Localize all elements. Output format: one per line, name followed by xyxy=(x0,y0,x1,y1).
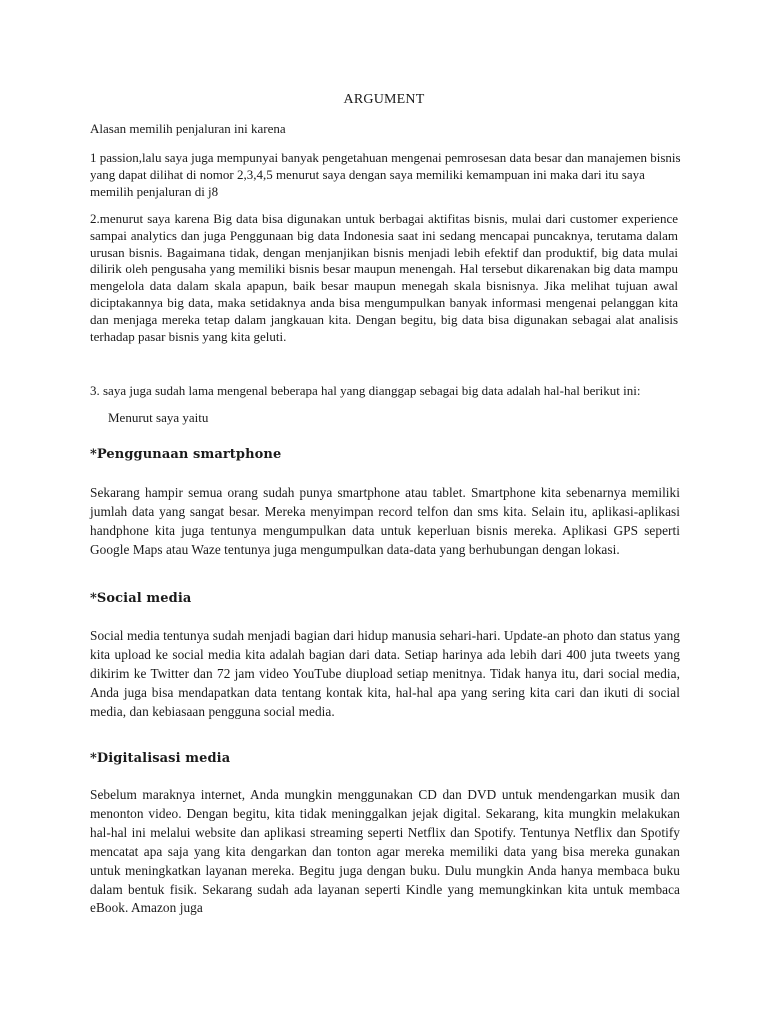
menurut-line: Menurut saya yaitu xyxy=(108,410,209,425)
point-3-paragraph: 3. saya juga sudah lama mengenal beberapa hal yang dianggap sebagai big data adalah hal-hal berikut ini: xyxy=(90,383,641,398)
intro-paragraph: Alasan memilih penjaluran ini karena xyxy=(90,121,286,136)
section-body-digitalisasi-media: Sebelum maraknya internet, Anda mungkin menggunakan CD dan DVD untuk mendengarkan musik dan menonton video. Dengan begitu, kita tidak meninggalkan jejak digital. Sekarang, kita mungkin melakukan hal-hal ini melalui website dan aplikasi streaming seperti Netflix dan Spotify. Tentunya Netflix dan Spotify mencatat apa saja yang kita dengarkan dan tonton agar mereka memiliki data yang bisa mereka gunakan untuk meningkatkan layanan mereka. Begitu juga dengan buku. Dulu mungkin Anda hanya membaca buku dalam bentuk fisik. Sekarang sudah ada layanan seperti Kindle yang memungkinkan kita untuk membaca eBook. Amazon juga xyxy=(90,787,680,916)
section-heading-digitalisasi-media: *Digitalisasi media xyxy=(90,751,231,766)
section-body-smartphone: Sekarang hampir semua orang sudah punya smartphone atau tablet. Smartphone kita sebenarnya memiliki jumlah data yang sangat besar. Mereka menyimpan record telfon dan sms kita. Selain itu, aplikasi-aplikasi handphone kita juga tentunya mengumpulkan data untuk keperluan bisnis mereka. Aplikasi GPS seperti Google Maps atau Waze tentunya juga mengumpulkan data-data yang berhubungan dengan lokasi. xyxy=(90,485,680,557)
section-heading-smartphone: *Penggunaan smartphone xyxy=(90,447,282,462)
point-1-paragraph: 1 passion,lalu saya juga mempunyai banyak pengetahuan mengenai pemrosesan data besar dan manajemen bisnis yang dapat dilihat di nomor 2,3,4,5 menurut saya dengan saya memiliki kemampuan ini maka dari itu saya memilih penjaluran di j8 xyxy=(90,150,681,199)
section-heading-social-media: *Social media xyxy=(90,591,192,606)
point-2-paragraph: 2.menurut saya karena Big data bisa digunakan untuk berbagai aktifitas bisnis, mulai dari customer experience sampai analytics dan juga Penggunaan big data Indonesia saat ini sedang mencapai puncaknya, terutama dalam urusan bisnis. Bagaimana tidak, dengan menjanjikan bisnis menjadi lebih efektif dan produktif, big data mulai dilirik oleh pengusaha yang memiliki bisnis besar maupun menengah. Hal tersebut dikarenakan big data mampu mengelola data dalam skala apapun, baik besar maupun menegah skala bisnisnya. Jika melihat tujuan awal diciptakannya big data, maka setidaknya anda bisa mengumpulkan banyak informasi mengenai pelanggan kita dan menjaga mereka tetap dalam jangkauan kita. Dengan begitu, big data bisa digunakan sebagai alat analisis terhadap pasar bisnis yang kita geluti. xyxy=(90,211,678,344)
section-body-social-media: Social media tentunya sudah menjadi bagian dari hidup manusia sehari-hari. Update-an photo dan status yang kita upload ke social media kita adalah bagian dari data. Setiap harinya ada lebih dari 400 juta tweets yang dikirim ke Twitter dan 72 jam video YouTube diupload setiap menitnya. Tidak hanya itu, dari social media, Anda juga bisa mendapatkan data tentang kontak kita, hal-hal apa yang sering kita cari dan ikuti di social media, dan kebiasaan pengguna social media. xyxy=(90,628,680,719)
page-title: ARGUMENT xyxy=(343,92,425,107)
